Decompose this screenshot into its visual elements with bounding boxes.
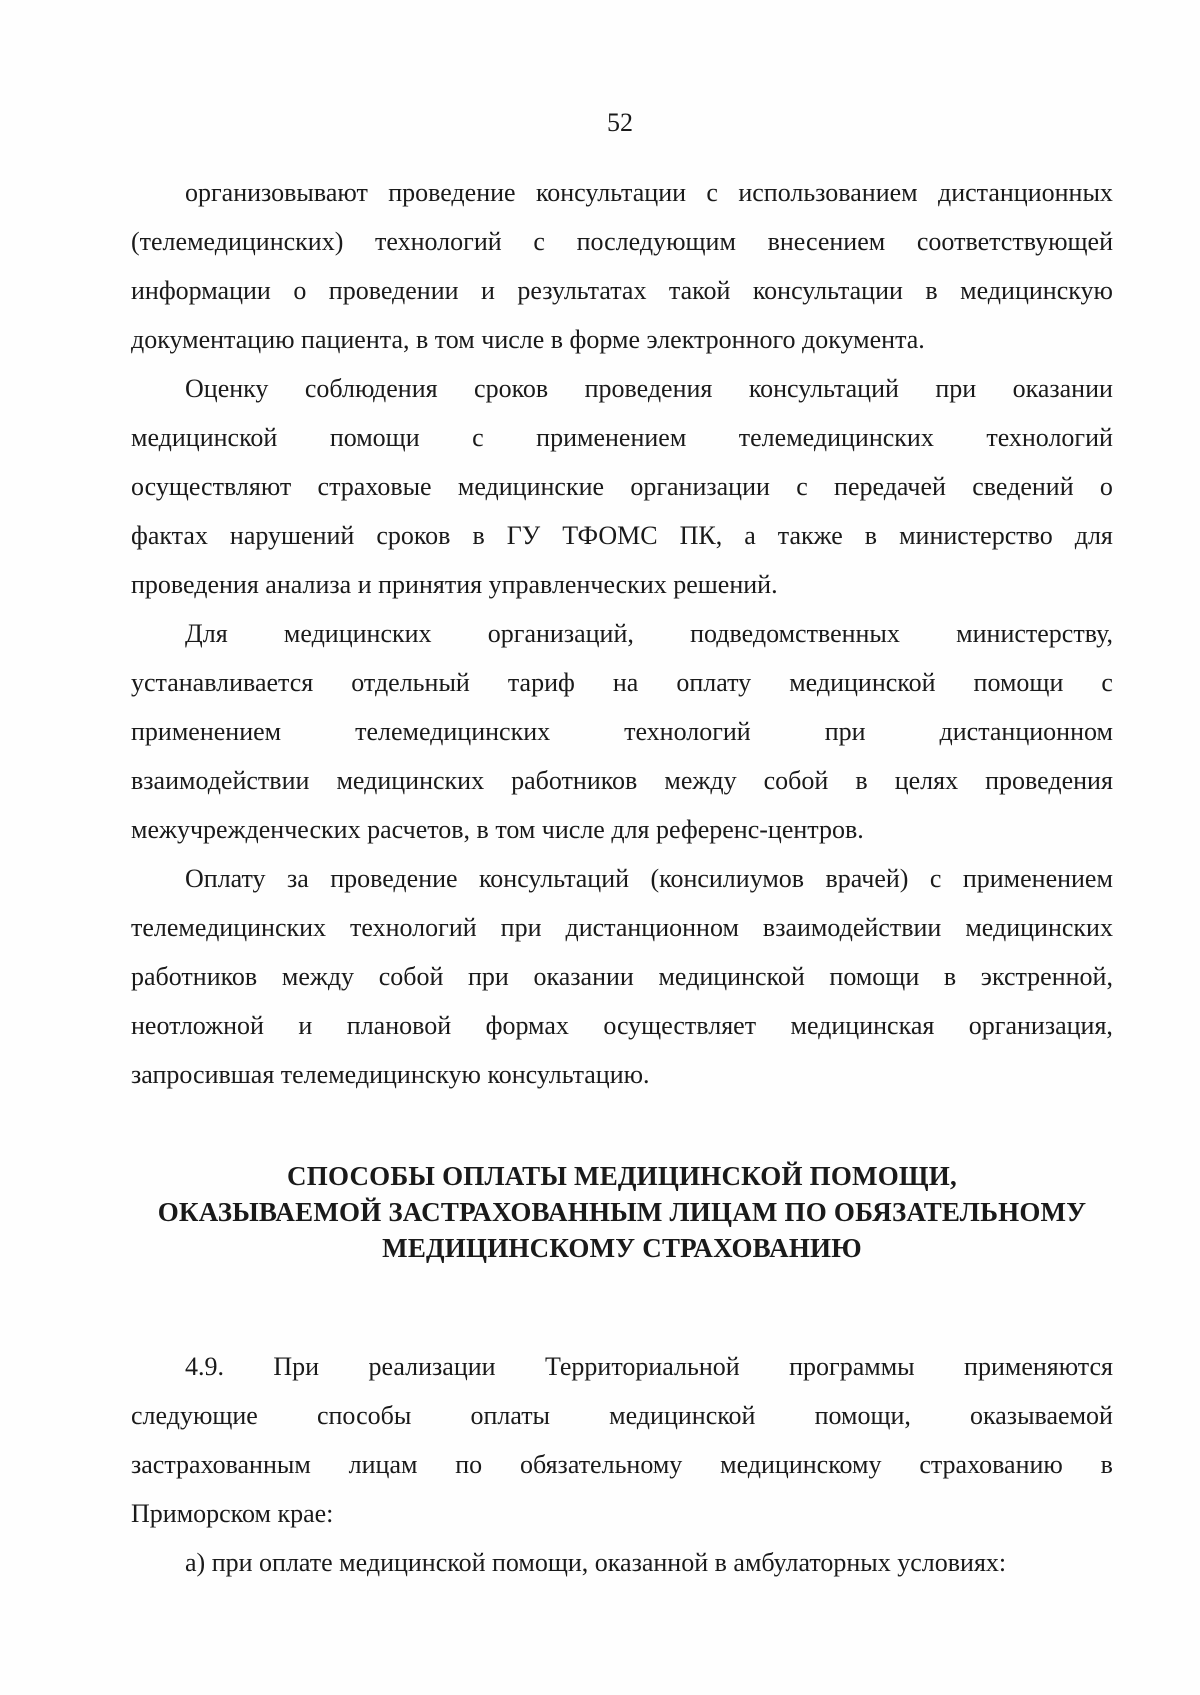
word: проведения [985,766,1113,795]
word: и [481,276,495,305]
word: ПК, [679,521,723,550]
word: реализации [368,1352,496,1381]
word: применением [131,717,282,746]
word: собой [763,766,829,795]
text-line-last: Приморском крае: [131,1499,334,1528]
word: телемедицинских [738,423,934,452]
word: результатах [517,276,647,305]
text-line [131,217,1113,266]
word: медицинские [457,472,605,501]
word: оказании [533,962,634,991]
word: между [281,962,355,991]
text-line [131,413,1113,462]
section-heading-line-1: СПОСОБЫ ОПЛАТЫ МЕДИЦИНСКОЙ ПОМОЩИ, [287,1161,957,1191]
word: осуществляют [131,472,292,501]
word: взаимодействии [762,913,942,942]
word: Для [185,619,228,648]
word: врачей) [825,864,909,893]
word: лицам [348,1450,418,1479]
text-line-last: а) при оплате медицинской помощи, оказанной в амбулаторных условиях: [185,1548,1007,1577]
word: за [286,864,309,893]
word: телемедицинских [355,717,551,746]
word: оказании [1012,374,1113,403]
word: 4.9. [185,1352,224,1381]
word: организация, [968,1011,1113,1040]
paragraph [131,609,1113,854]
text-line [131,1001,1113,1050]
word: телемедицинских [131,913,327,942]
word: медицинских [965,913,1113,942]
text-line-last: запросившая телемедицинскую консультацию. [131,1060,650,1089]
word: применением [962,864,1113,893]
paragraph [131,1538,1113,1587]
word: помощи [829,962,920,991]
word: передачей [834,472,946,501]
word: медицинская [790,1011,935,1040]
word: отдельный [351,668,470,697]
word: проведение [388,178,516,207]
word: ГУ [506,521,541,550]
word: в [943,962,957,991]
text-line [131,903,1113,952]
word: ТФОМС [562,521,658,550]
word: медицинских [283,619,432,648]
section-heading-line-3: МЕДИЦИНСКОМУ СТРАХОВАНИЮ [382,1233,862,1263]
section-heading-line-2: ОКАЗЫВАЕМОЙ ЗАСТРАХОВАННЫМ ЛИЦАМ ПО ОБЯЗАТЕЛЬНОМУ [157,1197,1087,1227]
word: формах [485,1011,569,1040]
word: организаций, [487,619,634,648]
word: для [1074,521,1113,550]
word: консультации [752,276,903,305]
text-line [131,707,1113,756]
text-line [131,511,1113,560]
word: о [1099,472,1113,501]
word: медицинскому [720,1450,882,1479]
word: информации [131,276,271,305]
word: с [706,178,718,207]
word: При [273,1352,320,1381]
text-block-bottom [131,1342,1113,1587]
word: министерство [899,521,1053,550]
word: проведение [330,864,458,893]
word: взаимодействии [131,766,310,795]
word: в [925,276,938,305]
word: дистанционном [939,717,1113,746]
word: с [1101,668,1113,697]
word: в [864,521,878,550]
word: сроков [474,374,549,403]
word: страхованию [919,1450,1063,1479]
word: консультаций [478,864,630,893]
word: использованием [738,178,918,207]
word: технологий [350,913,477,942]
word: в [472,521,485,550]
word: помощи, [814,1401,911,1430]
word: осуществляет [603,1011,757,1040]
text-line [131,756,1113,805]
word: сведений [972,472,1074,501]
word: помощи [329,423,420,452]
word: тариф [507,668,575,697]
paragraph [131,168,1113,364]
word: на [612,668,639,697]
word: министерству, [956,619,1113,648]
word: медицинской [609,1401,756,1430]
text-line [131,952,1113,1001]
word: консультации [535,178,687,207]
word: с [929,864,942,893]
text-line [131,609,1113,658]
text-line [131,854,1113,903]
word: с [796,472,808,501]
text-line [131,168,1113,217]
word: страховые [317,472,432,501]
word: медицинскую [960,276,1113,305]
word: организовывают [185,178,368,207]
word: при [468,962,509,991]
word: обязательному [520,1450,683,1479]
word: Территориальной [545,1352,740,1381]
word: технологий [624,717,751,746]
text-line [131,462,1113,511]
word: устанавливается [131,668,314,697]
word: работников [511,766,638,795]
word: подведомственных [690,619,900,648]
word: Оценку [185,374,269,403]
text-line [131,1342,1113,1391]
word: оплату [676,668,752,697]
word: проведения [584,374,713,403]
word: собой [378,962,444,991]
word: такой [668,276,731,305]
text-line-last: документацию пациента, в том числе в форме электронного документа. [131,325,925,354]
word: технологий [986,423,1113,452]
text-line [131,1391,1113,1440]
word: неотложной [131,1011,264,1040]
word: а [744,521,756,550]
text-line-last: межучрежденческих расчетов, в том числе для референс-центров. [131,815,864,844]
word: дистанционном [565,913,739,942]
word: о [293,276,307,305]
text-line [131,1440,1113,1489]
text-line [131,658,1113,707]
page-number: 52 [607,108,633,137]
word: застрахованным [131,1450,311,1479]
word: и [298,1011,313,1040]
word: плановой [346,1011,452,1040]
word: соответствующей [916,227,1113,256]
word: сроков [376,521,451,550]
word: медицинской [131,423,278,452]
word: фактах [131,521,208,550]
word: при [935,374,977,403]
word: соблюдения [304,374,438,403]
word: оказываемой [970,1401,1113,1430]
word: медицинской [789,668,936,697]
text-block-top [131,168,1113,1099]
word: дистанционных [937,178,1113,207]
word: консультаций [748,374,899,403]
word: также [777,521,843,550]
word: работников [131,962,258,991]
word: программы [789,1352,915,1381]
word: последующим [576,227,736,256]
word: Оплату [185,864,266,893]
word: целях [894,766,959,795]
word: (телемедицинских) [131,227,344,256]
word: при [500,913,542,942]
paragraph [131,1342,1113,1538]
word: проведении [328,276,459,305]
word: медицинской [658,962,805,991]
word: с [533,227,545,256]
paragraph [131,854,1113,1099]
word: с [472,423,484,452]
word: по [455,1450,483,1479]
word: между [664,766,737,795]
word: при [824,717,866,746]
text-line [131,266,1113,315]
text-line [131,364,1113,413]
word: следующие [131,1401,258,1430]
word: в [855,766,868,795]
word: технологий [375,227,502,256]
word: способы [316,1401,412,1430]
word: организации [630,472,770,501]
word: медицинских [336,766,485,795]
word: (консилиумов [650,864,805,893]
word: оплаты [470,1401,551,1430]
word: помощи [973,668,1064,697]
paragraph [131,364,1113,609]
section-heading [131,1158,1113,1266]
word: экстренной, [980,962,1113,991]
word: в [1100,1450,1113,1479]
word: нарушений [229,521,355,550]
word: применением [536,423,687,452]
word: внесением [767,227,886,256]
text-line-last: проведения анализа и принятия управленческих решений. [131,570,778,599]
word: применяются [964,1352,1113,1381]
